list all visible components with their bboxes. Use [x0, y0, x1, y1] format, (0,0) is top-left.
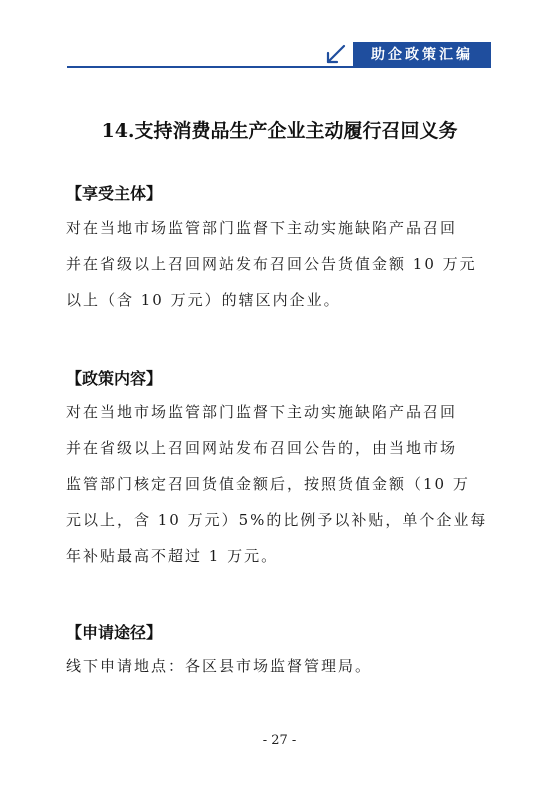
pen-nib-icon: [324, 44, 346, 66]
section-heading-application: 【申请途径】: [66, 623, 163, 642]
section-heading-eligibility: 【享受主体】: [66, 184, 163, 203]
document-title: 14.支持消费品生产企业主动履行召回义务: [101, 120, 458, 142]
text-line: 并在省级以上召回网站发布召回公告货值金额 10 万元: [66, 255, 477, 273]
text-line: 线下申请地点：各区县市场监督管理局。: [66, 657, 373, 675]
text-line: 并在省级以上召回网站发布召回公告的，由当地市场: [66, 439, 458, 457]
text-line: 以上（含 10 万元）的辖区内企业。: [66, 291, 341, 309]
page-number: - 27 -: [262, 733, 297, 748]
text-line: 对在当地市场监管部门监督下主动实施缺陷产品召回: [66, 403, 458, 421]
text-line: 对在当地市场监管部门监督下主动实施缺陷产品召回: [66, 219, 458, 237]
section-body-eligibility: [66, 210, 498, 318]
header-badge: 助企政策汇编: [353, 42, 491, 66]
section-body-policy: [66, 394, 498, 574]
text-line: 元以上，含 10 万元）5%的比例予以补贴，单个企业每: [66, 511, 488, 529]
section-heading-policy: 【政策内容】: [66, 369, 163, 388]
section-body-application: [66, 648, 498, 684]
text-line: 年补贴最高不超过 1 万元。: [66, 547, 279, 565]
header-rule: [67, 66, 491, 68]
text-line: 监管部门核定召回货值金额后，按照货值金额（10 万: [66, 475, 470, 493]
